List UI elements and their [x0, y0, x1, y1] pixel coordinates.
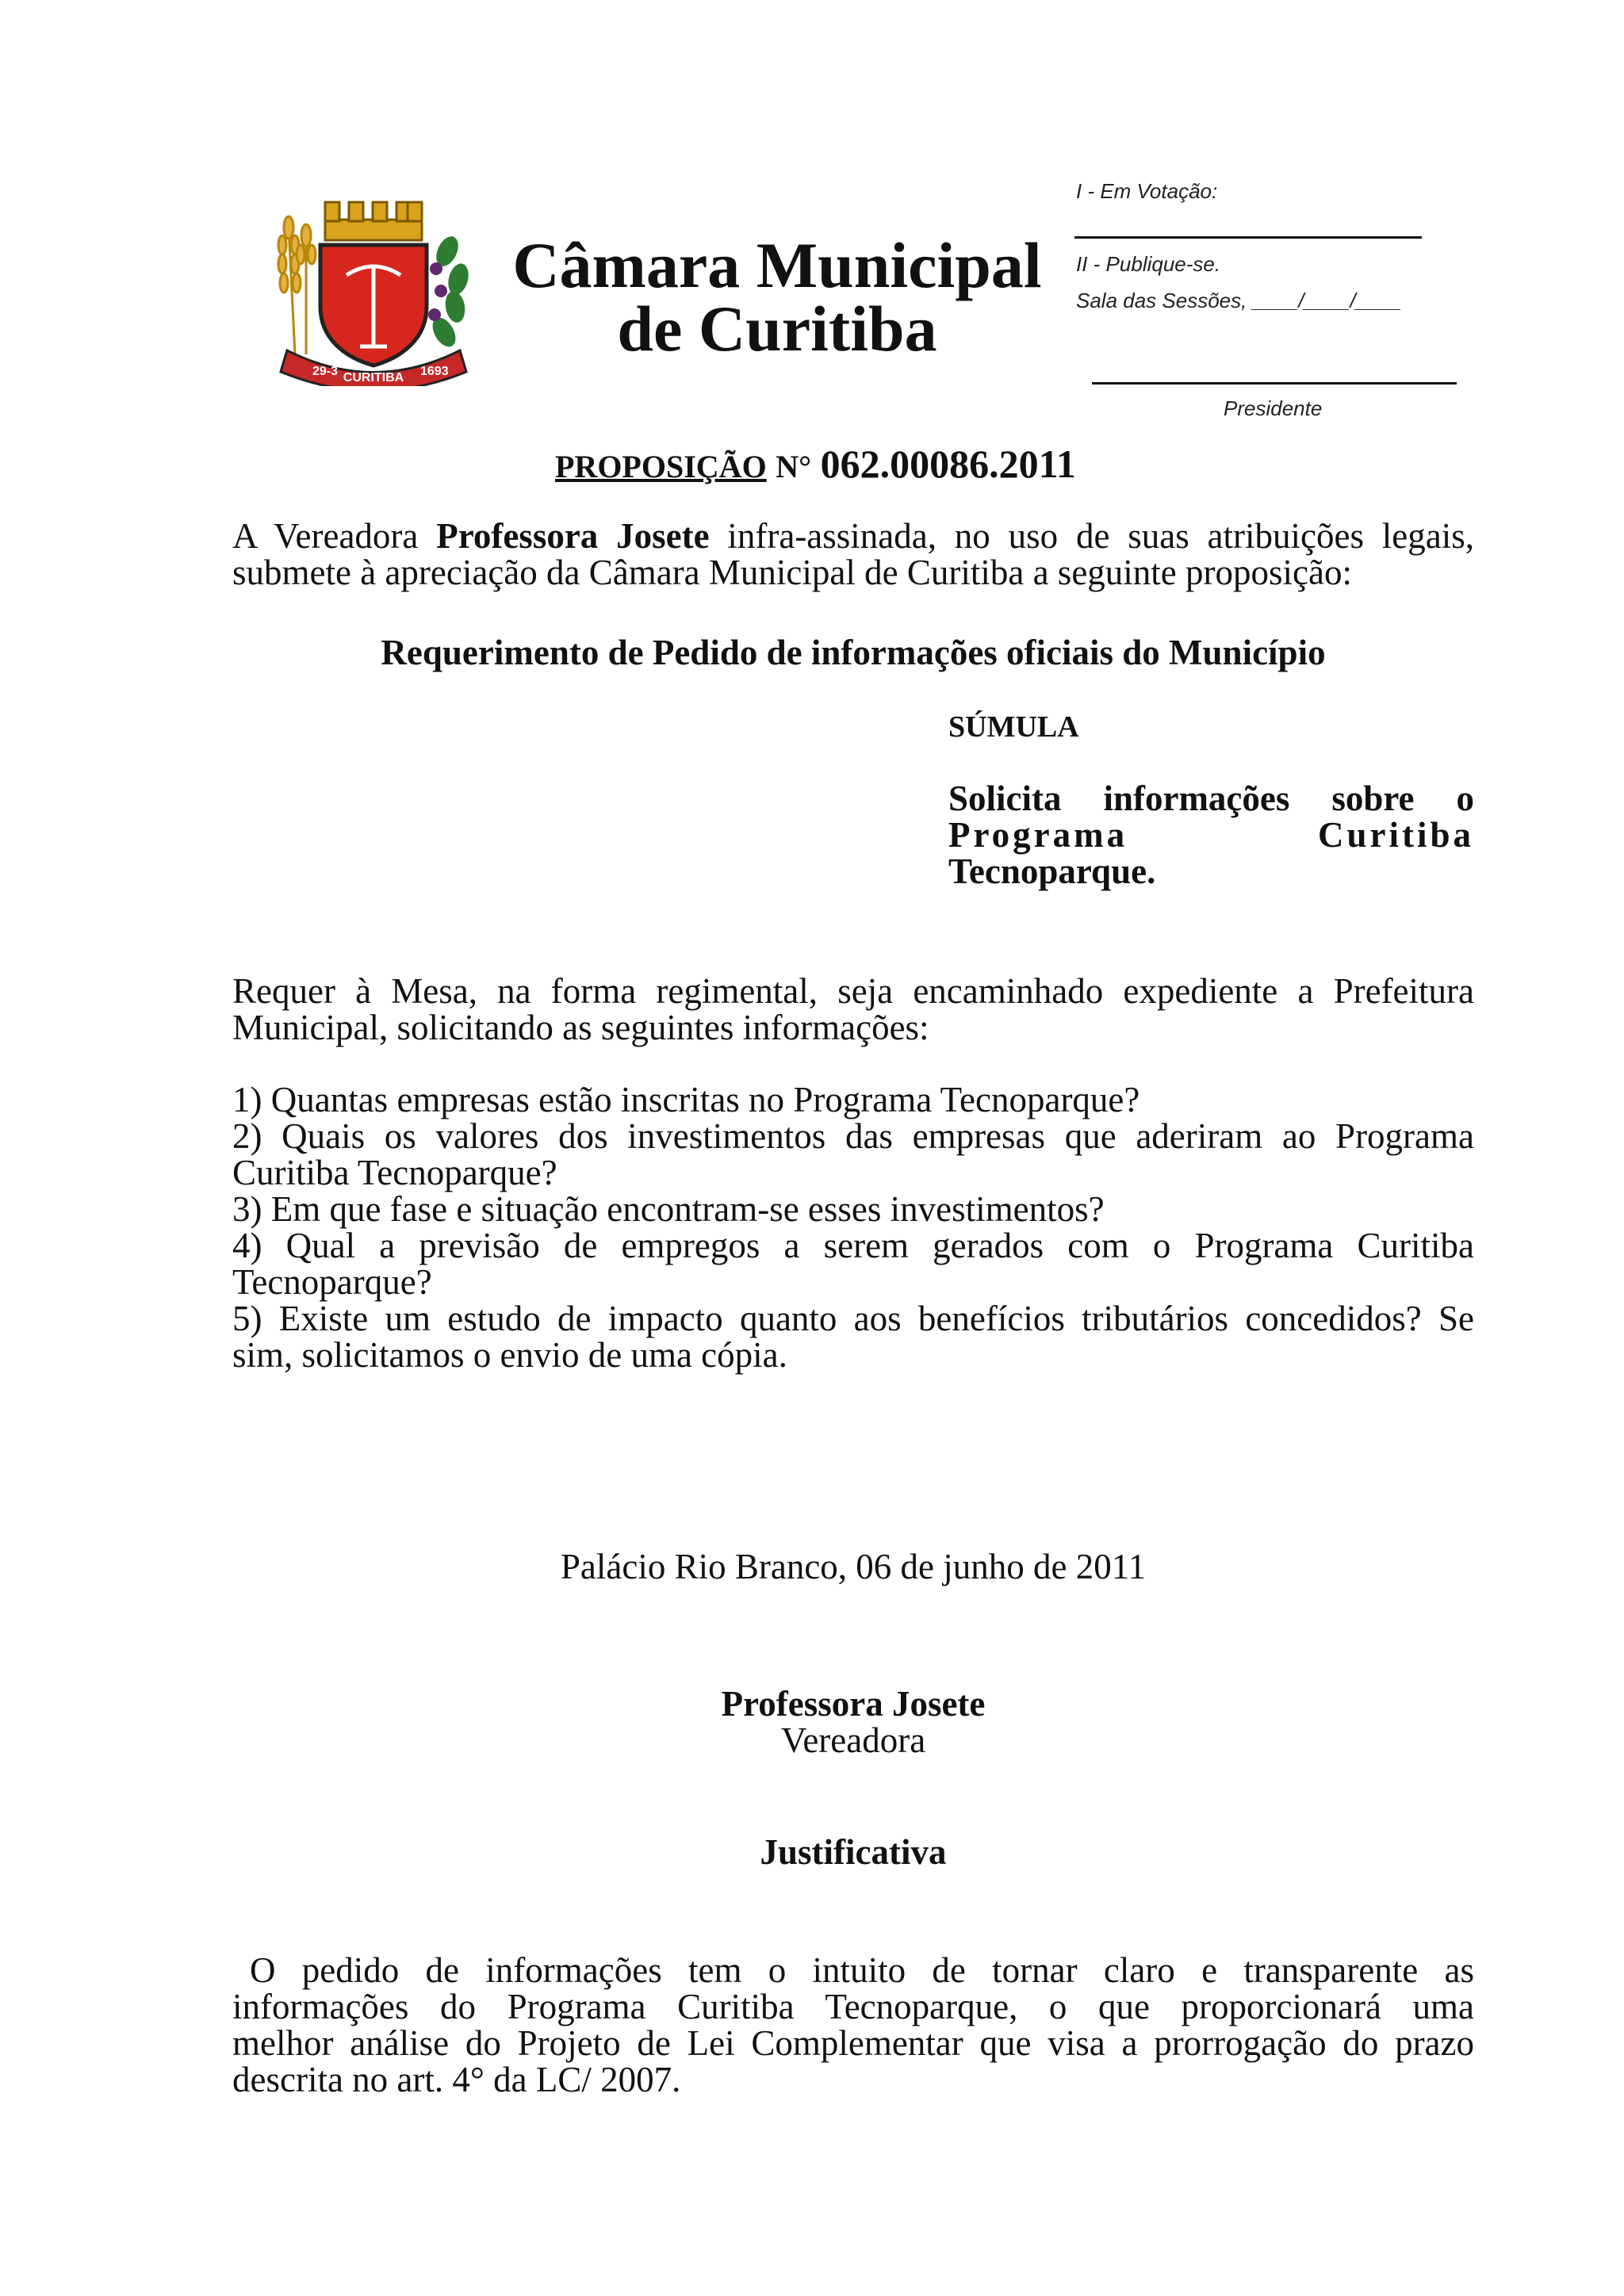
list-item-line: 3) Em que fase e situação encontram-se esses investimentos? [232, 1189, 1105, 1229]
proposition-number-sign: N° [776, 449, 812, 484]
sumula-text [948, 780, 1474, 890]
ribbon-left-text: 29-3 [312, 365, 339, 378]
sumula-line-1: Solicita informações sobre o [948, 779, 1474, 818]
signer-role: Vereadora [780, 1720, 926, 1760]
justification-title: Justificativa [760, 1832, 947, 1872]
list-item-line: 2) Quais os valores dos investimentos das empresas que aderiram ao Programa [232, 1116, 1474, 1156]
sumula-line-3: Tecnoparque. [948, 851, 1156, 891]
proposition-label: PROPOSIÇÃO [555, 449, 767, 484]
voting-signature-line-1 [1074, 236, 1422, 239]
list-item [232, 1191, 1474, 1227]
justification-line-4: descrita no art. 4° da LC/ 2007. [232, 2060, 681, 2099]
voting-line-3: Sala das Sessões, ____/____/____ [1076, 289, 1402, 312]
wheat-icon [278, 216, 316, 354]
laurel-icon [428, 233, 472, 351]
requer-paragraph [232, 973, 1474, 1046]
list-item-line: sim, solicitamos o envio de uma cópia. [232, 1335, 787, 1375]
president-signature-line [1092, 382, 1457, 385]
signer-name: Professora Josete [721, 1684, 986, 1724]
sumula-line-2: Programa Curitiba [948, 815, 1474, 855]
institution-line-1: Câmara Municipal [512, 229, 1042, 301]
list-item [232, 1227, 1474, 1300]
justification-line-1: O pedido de informações tem o intuito de tornar claro e transparente as [250, 1950, 1474, 1990]
proposition-number [555, 441, 1076, 487]
voting-line-1: I - Em Votação: [1076, 179, 1218, 203]
list-item-line: 5) Existe um estudo de impacto quanto aos benefícios tributários concedidos? Se [232, 1299, 1474, 1338]
list-item-line: Tecnoparque? [232, 1262, 432, 1302]
justification-paragraph [232, 1952, 1474, 2098]
place-date: Palácio Rio Branco, 06 de junho de 2011 [560, 1547, 1147, 1586]
requer-line-2: Municipal, solicitando as seguintes informações: [232, 1008, 929, 1047]
list-item-line: 1) Quantas empresas estão inscritas no Programa Tecnoparque? [232, 1080, 1140, 1119]
crown-icon [325, 202, 422, 240]
sumula-label: SÚMULA [948, 710, 1079, 744]
intro-paragraph [232, 518, 1474, 591]
list-item-line: 4) Qual a previsão de empregos a serem gerados com o Programa Curitiba [232, 1226, 1474, 1265]
list-item [232, 1118, 1474, 1191]
list-item [232, 1081, 1474, 1118]
ribbon-right-text: 1693 [420, 365, 449, 378]
coat-of-arms-icon [271, 196, 476, 386]
intro-line-1 [232, 518, 1474, 554]
intro-text-2: infra-assinada, no uso de suas atribuições legais, [709, 516, 1474, 556]
requer-line-1: Requer à Mesa, na forma regimental, seja encaminhado expediente a Prefeitura [232, 971, 1474, 1011]
institution-title [500, 229, 1055, 365]
ribbon-center-text: CURITIBA [343, 371, 404, 385]
questions-list [232, 1081, 1474, 1373]
intro-text-1: A Vereadora [232, 516, 437, 556]
intro-author: Professora Josete [436, 516, 710, 556]
institution-line-2: de Curitiba [617, 293, 937, 365]
intro-line-2: submete à apreciação da Câmara Municipal de Curitiba a seguinte proposição: [232, 553, 1352, 592]
voting-line-2: II - Publique-se. [1076, 252, 1221, 276]
request-title: Requerimento de Pedido de informações oficiais do Município [381, 633, 1326, 672]
coat-of-arms [271, 196, 476, 386]
proposition-number-value: 062.00086.2011 [820, 442, 1076, 486]
president-caption: Presidente [1224, 396, 1323, 420]
list-item [232, 1300, 1474, 1373]
justification-line-3: melhor análise do Projeto de Lei Complementar que visa a prorrogação do prazo [232, 2023, 1474, 2063]
list-item-line: Curitiba Tecnoparque? [232, 1153, 557, 1192]
justification-line-2: informações do Programa Curitiba Tecnoparque, o que proporcionará uma [232, 1987, 1474, 2026]
